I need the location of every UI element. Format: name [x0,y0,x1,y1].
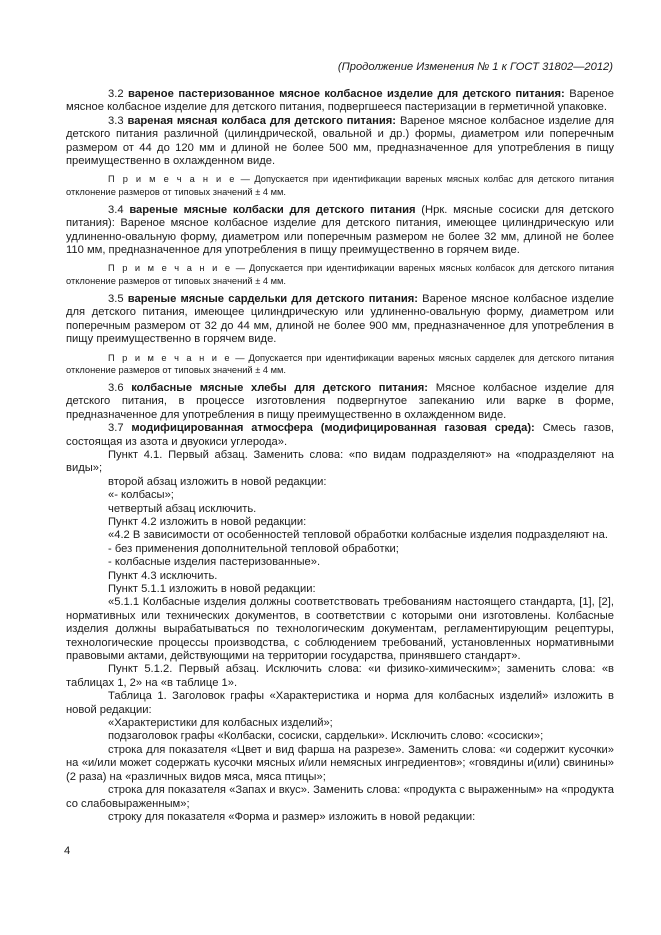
running-header: (Продолжение Изменения № 1 к ГОСТ 31802—2012) [337,61,613,73]
amendment-line: Пункт 4.1. Первый абзац. Заменить слова: «по видам подразделяют» на «подразделяют на виды»; [66,448,614,475]
amendment-line: Пункт 4.2 изложить в новой редакции: [108,515,307,528]
clause-number: 3.2 [108,88,124,100]
clause-3-4 [66,204,614,258]
clause-number: 3.4 [108,203,124,216]
note-3 [66,352,614,376]
amendment-line: подзаголовок графы «Колбаски, сосиски, сардельки». Исключить слово: «сосиски»; [108,730,544,743]
amendment-line: второй абзац изложить в новой редакции: [108,475,327,488]
note-2 [66,262,614,286]
document-body [66,88,614,824]
amendment-line: Пункт 5.1.1 изложить в новой редакции: [108,583,316,595]
term: вареное пастеризованное мясное колбасное изделие для детского питания: [128,88,565,100]
amendment-line: четвертый абзац исключить. [108,502,257,515]
note-label: П р и м е ч а н и е [108,352,232,363]
clause-number: 3.5 [108,292,124,305]
note-text: — Допускается при идентификации вареных мясных колбас для детского питания отклонение размеров от типовых значений ± 4 мм. [66,174,614,197]
clause-number: 3.7 [108,422,124,435]
note-label: П р и м е ч а н и е [108,174,237,185]
amendment-line: «Характеристики для колбасных изделий»; [108,717,333,730]
amendment-line: строку для показателя «Форма и размер» изложить в новой редакции: [108,810,476,823]
page-number: 4 [64,845,71,857]
term: вареные мясные колбаски для детского питания [129,203,416,216]
definition: Мясное колбасное изделие для детского питания, в процессе изготовления подвергнутое запеканию или варке в форме, предназначенное для употребления в пищу преимущественно в охлажденном виде. [66,381,615,421]
amendment-line: строка для показателя «Запах и вкус». Заменить слова: «продукта с выраженным» на «продукта со слабовыраженным»; [66,784,614,810]
amendment-line: Пункт 5.1.2. Первый абзац. Исключить слова: «и физико-химическим»; заменить слова: «в таблицах 1, 2» на «в таблице 1». [66,663,614,689]
clause-3-6 [66,382,614,422]
amendment-line: Пункт 4.3 исключить. [108,569,218,582]
clause-3-2 [66,88,614,115]
amendment-line: «4.2 В зависимости от особенностей тепловой обработки колбасные изделия подразделяют на. [108,529,608,542]
note-label: П р и м е ч а н и е [108,263,232,274]
term: вареные мясные сардельки для детского питания: [127,292,418,305]
term: колбасные мясные хлебы для детского питания: [131,381,429,394]
clause-number: 3.3 [108,114,124,127]
amendment-line: Таблица 1. Заголовок графы «Характеристика и норма для колбасных изделий» изложить в новой редакции: [66,690,614,716]
definition: Вареное мясное колбасное изделие для детского питания различной (цилиндрической, овальной и др.) формы, диаметром или поперечным размером от 44 до 120 мм и длиной не более 500 мм, предназначенное для употребления в пищу преимущественно в охлажденном виде. [66,114,614,168]
definition: Вареное мясное колбасное изделие для детского питания, подвергшееся пастеризации в герметичной упаковке. [66,88,614,114]
clause-3-5 [66,293,614,347]
clause-3-3 [66,115,614,169]
clause-number: 3.6 [108,381,124,394]
note-text: — Допускается при идентификации вареных мясных сарделек для детского питания отклонение размеров от типовых значений ± 4 мм. [66,352,614,375]
amendment-line: - колбасные изделия пастеризованные». [108,556,321,569]
note-1 [66,173,614,197]
amendment-line: строка для показателя «Цвет и вид фарша на разрезе». Заменить слова: «и содержит кусочки» на «и/или может содержать кусочки мясных и/или немясных ингредиентов»; «говядины и(или) свинины» (2 раза) на «различных видов мяса, мяса птицы»; [66,743,614,783]
definition: Смесь газов, состоящая из азота и двуокиси углерода». [66,422,614,448]
term: модифицированная атмосфера (модифицированная газовая среда): [131,422,535,435]
note-text: — Допускается при идентификации вареных мясных колбасок для детского питания отклонение размеров от типовых значений ± 4 мм. [66,263,614,286]
definition: (Нрк. мясные сосиски для детского питания): Вареное мясное колбасное изделие для детского питания, имеющее цилиндрическую или удлиненно-овальную форму, диаметром или поперечным размером не более 32 мм, длиной не более 110 мм, предназначенное для употребления в пищу преимущественно в горячем виде. [66,203,614,257]
amendment-line: «5.1.1 Колбасные изделия должны соответствовать требованиям настоящего стандарта, [1], [2], нормативных или технических документов, в соответствии с которыми они изготовлены. Колбасные изделия должны вырабатываться по технологическим документам, регламентирующим рецептуры, технологические процессы производства, с соблюдением требований, установленных нормативными правовыми актами, действующими на территории государства, принявшего стандарт». [66,596,614,663]
amendment-line: - без применения дополнительной тепловой обработки; [108,542,399,555]
definition: Вареное мясное колбасное изделие для детского питания, имеющее цилиндрическую или удлиненно-овальную форму, диаметром или поперечным размером от 32 до 44 мм, длиной не более 900 мм, предназначенное для употребления в пищу преимущественно в горячем виде. [66,292,615,346]
amendment-line: «- колбасы»; [108,489,174,502]
clause-3-7 [66,422,614,449]
term: вареная мясная колбаса для детского питания: [127,114,397,127]
